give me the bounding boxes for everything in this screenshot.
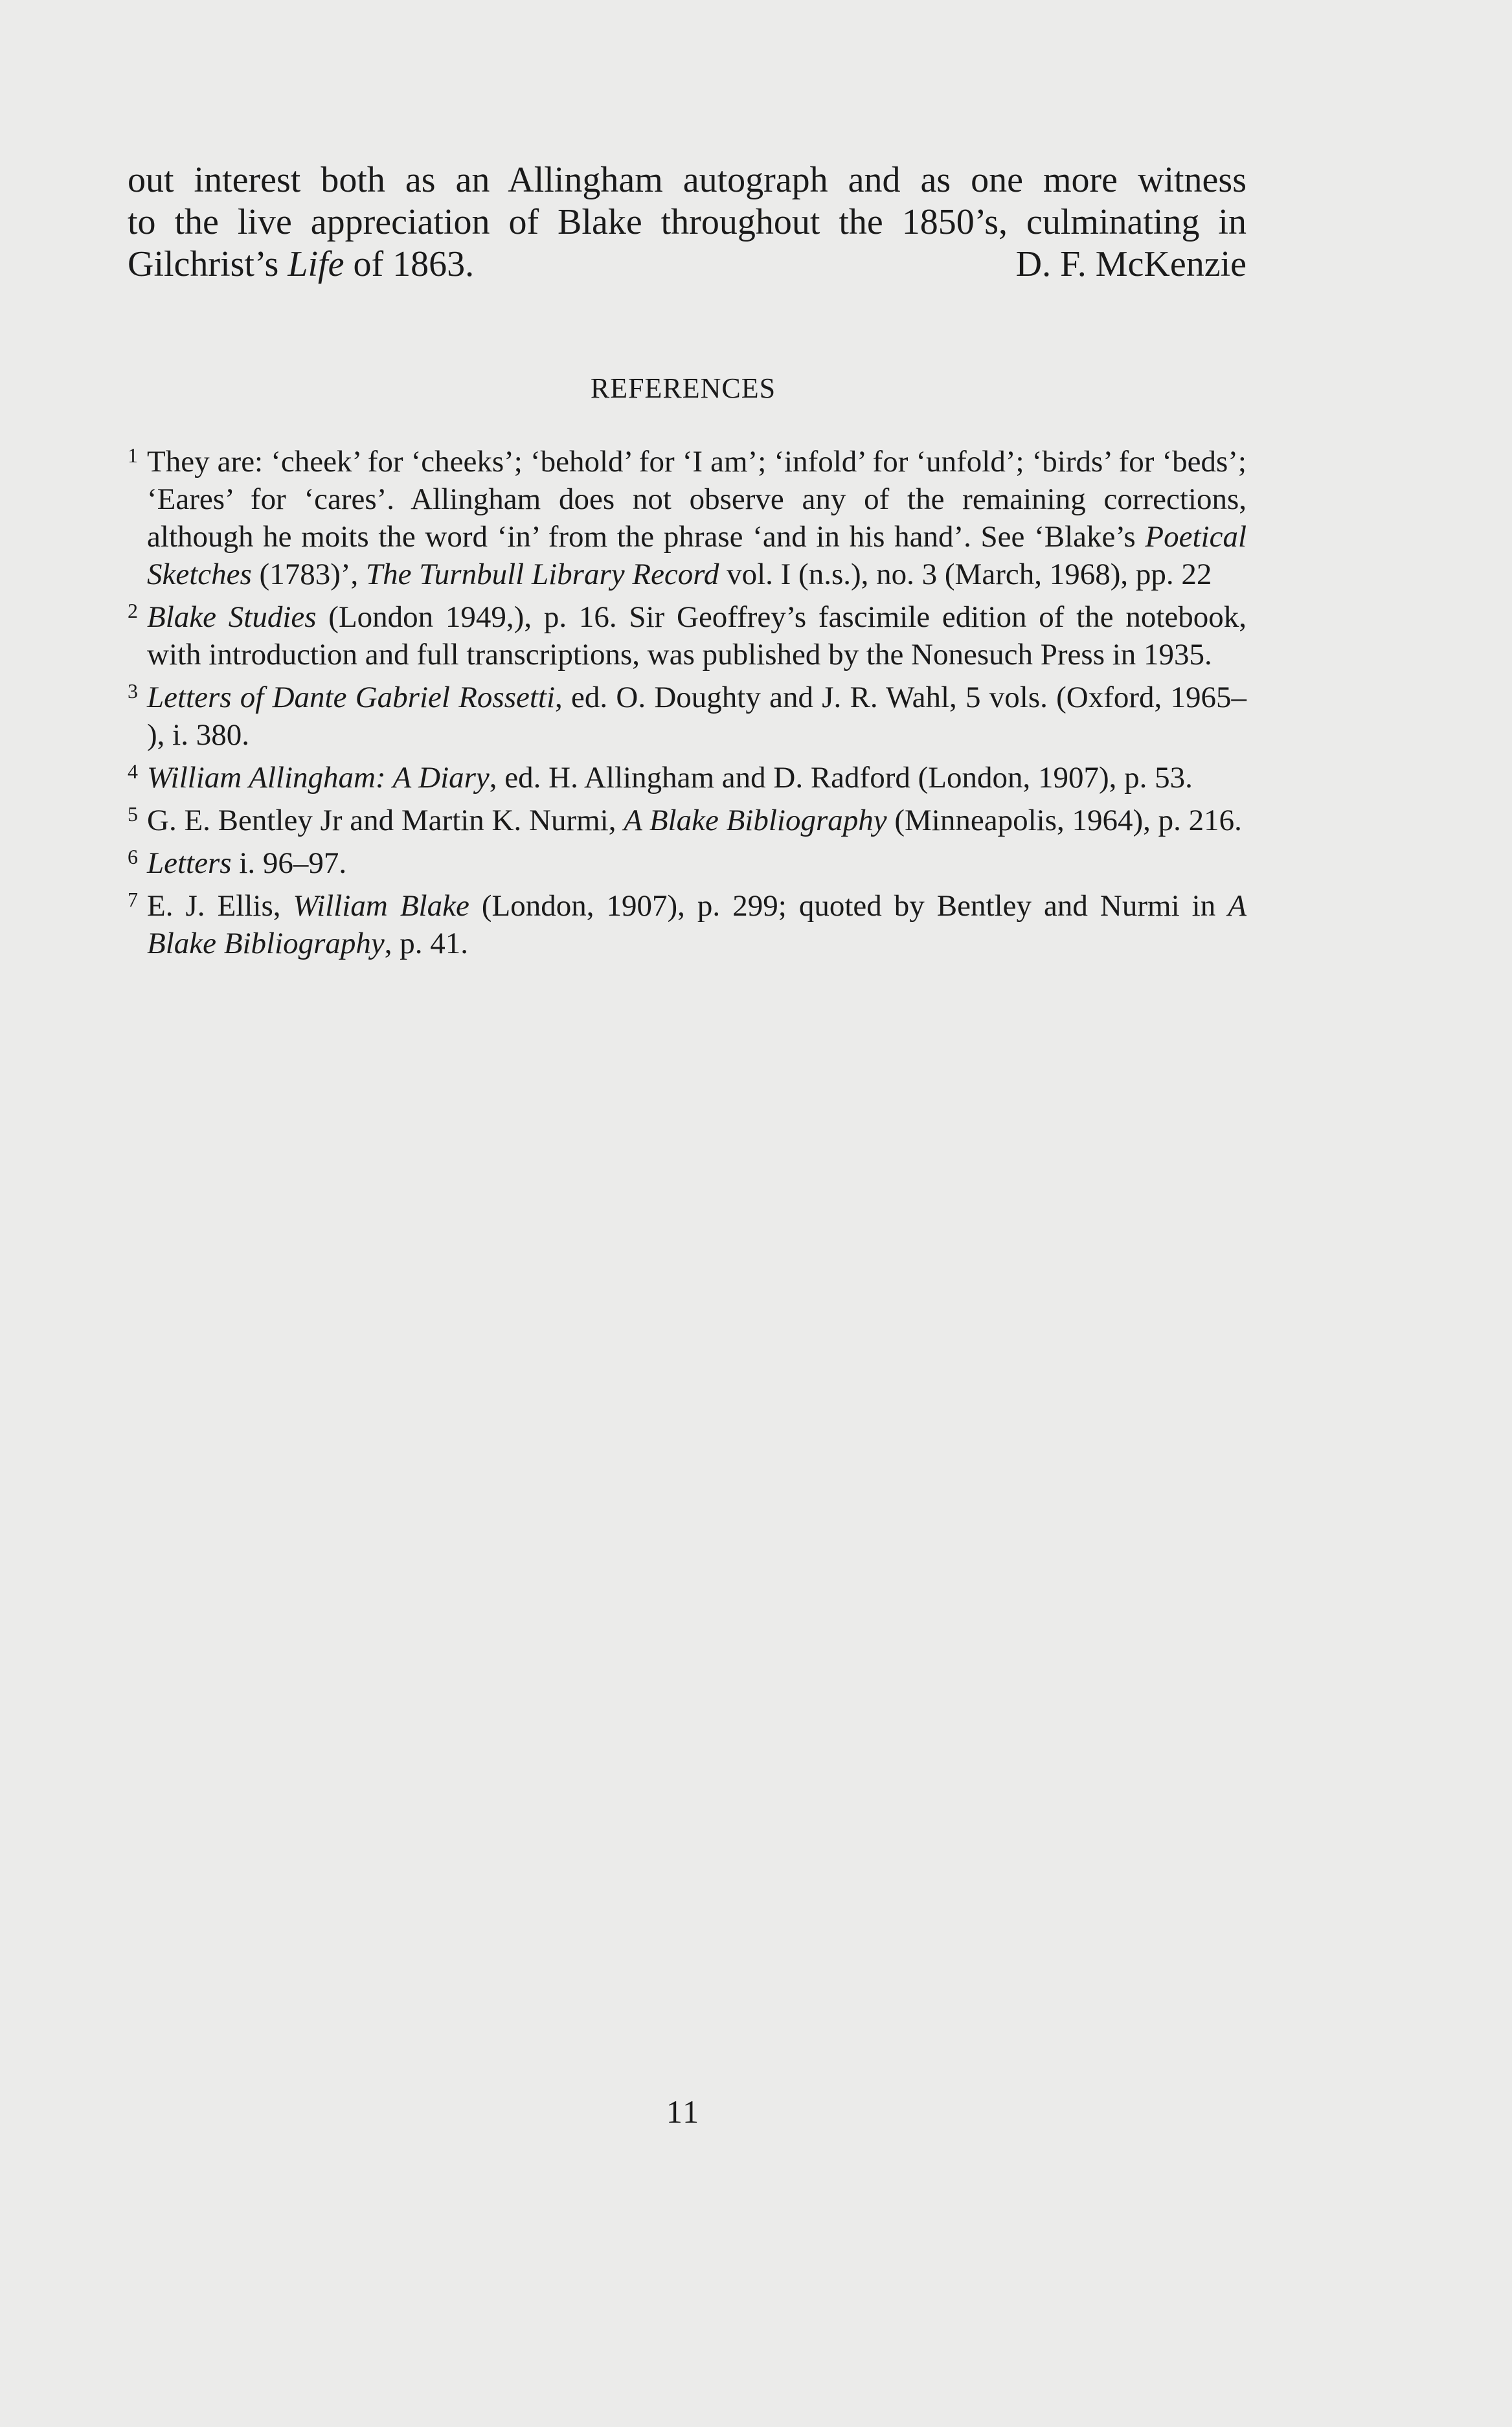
body-last-line-text — [128, 243, 474, 286]
reference-text: They are: ‘cheek’ for ‘cheeks’; ‘behold’ for ‘I am’; ‘infold’ for ‘unfold’; ‘birds’ for ‘beds’; ‘Eares’ for ‘cares’. Allingham does not observe any of the remaining corrections, although he moits the word ‘in’ from the phrase ‘and in his hand’. See ‘Blake’s Poetical Sketches (1783)’, The Turnbull Library Record vol. I (n.s.), no. 3 (March, 1968), pp. 22 — [147, 445, 1247, 591]
reference-title: Letters of Dante Gabriel Rossetti — [147, 681, 556, 714]
reference-number: 2 — [128, 599, 138, 622]
reference-title: Poetical Sketches — [147, 520, 1247, 591]
references-heading: REFERENCES — [590, 372, 776, 404]
reference-number: 6 — [128, 845, 138, 868]
reference-item — [128, 887, 1247, 962]
reference-title: Blake Studies — [147, 600, 317, 634]
body-last-line — [128, 243, 1247, 286]
body-line: out interest both as an Allingham autograph and as one more witness — [128, 160, 1247, 200]
reference-item — [128, 844, 1247, 882]
reference-number: 4 — [128, 760, 138, 783]
body-last-line-italic: Life — [288, 244, 344, 284]
body-last-line-suffix: of 1863. — [344, 244, 475, 284]
reference-number: 1 — [128, 444, 138, 467]
body-last-line-prefix: Gilchrist’s — [128, 244, 288, 284]
reference-title: Letters — [147, 846, 232, 880]
reference-item — [128, 598, 1247, 673]
reference-text: Blake Studies (London 1949,), p. 16. Sir Geoffrey’s fascimile edition of the notebook, with introduction and full transcriptions, was published by the Nonesuch Press in 1935. — [147, 600, 1247, 672]
reference-title: A Blake Bibliography — [147, 889, 1247, 960]
body-line: to the live appreciation of Blake throughout the 1850’s, culminating in — [128, 202, 1247, 242]
reference-number: 7 — [128, 888, 138, 911]
reference-title: William Blake — [293, 889, 469, 923]
reference-text: William Allingham: A Diary, ed. H. Allingham and D. Radford (London, 1907), p. 53. — [147, 761, 1193, 795]
reference-item — [128, 679, 1247, 754]
reference-title: The Turnbull Library Record — [366, 558, 719, 591]
references-list — [128, 443, 1247, 967]
author-signature: D. F. McKenzie — [1015, 244, 1247, 284]
reference-title: A Blake Bibliography — [624, 804, 887, 837]
reference-text: E. J. Ellis, William Blake (London, 1907), p. 299; quoted by Bentley and Nurmi in A Blake Bibliography, p. 41. — [147, 889, 1247, 960]
reference-item — [128, 443, 1247, 593]
reference-title: William Allingham: A Diary — [147, 761, 490, 795]
reference-number: 3 — [128, 679, 138, 703]
reference-text: G. E. Bentley Jr and Martin K. Nurmi, A Blake Bibliography (Minneapolis, 1964), p. 216. — [147, 804, 1242, 837]
reference-item — [128, 802, 1247, 839]
reference-item — [128, 759, 1247, 796]
reference-number: 5 — [128, 802, 138, 826]
body-paragraph — [128, 159, 1247, 286]
page-number: 11 — [666, 2094, 701, 2130]
reference-text: Letters i. 96–97. — [147, 846, 347, 880]
reference-text: Letters of Dante Gabriel Rossetti, ed. O. Doughty and J. R. Wahl, 5 vols. (Oxford, 1965– ), i. 380. — [147, 681, 1247, 752]
